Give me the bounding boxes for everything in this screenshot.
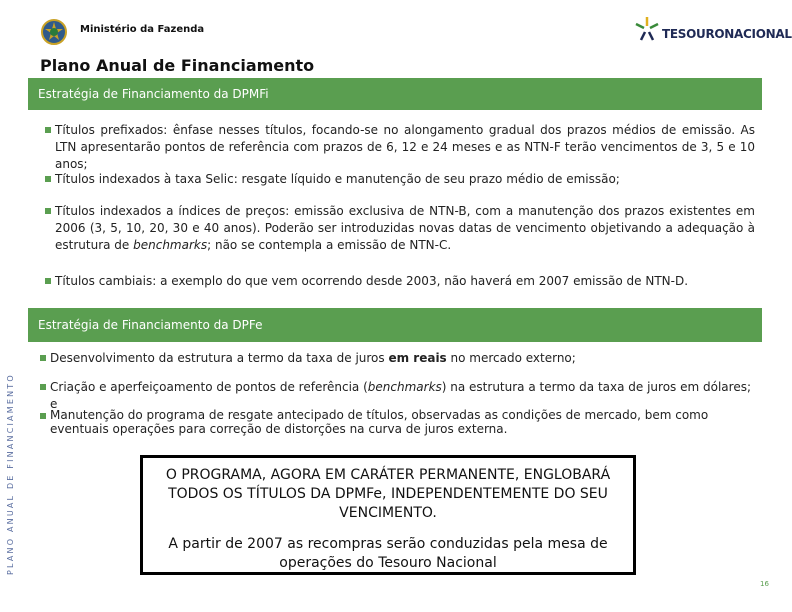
section-header-label: Estratégia de Financiamento da DPFe [38,318,263,332]
side-label: PLANO ANUAL DE FINANCIAMENTO [6,373,15,575]
section-header-dpmfi [28,78,762,110]
list-item-italic: benchmarks [133,238,208,252]
bullet-square-icon [45,127,51,133]
list-item [50,408,760,436]
list-item-italic: benchmarks [367,380,442,394]
logo-text: TESOURONACIONAL [662,27,792,41]
bullet-square-icon [40,413,46,419]
bullet-square-icon [40,384,46,390]
callout-text-primary: O PROGRAMA, AGORA EM CARÁTER PERMANENTE, ENGLOBARÁ TODOS OS TÍTULOS DA DPMFe, INDEPENDENTEMENTE DO SEU VENCIMENTO. [165,467,611,521]
list-item-bold: em reais [388,351,447,365]
list-item-text: ; não se contempla a emissão de NTN-C. [207,238,452,252]
list-item-text: Criação e aperfeiçoamento de pontos de referência ( [50,380,368,394]
section-header-dpfe [28,308,762,342]
list-item [55,171,755,188]
list-item-text: Títulos prefixados: ênfase nesses títulos, focando-se no alongamento gradual dos prazos médios de emissão. As LTN apresentarão pontos de referência com prazos de 6, 12 e 24 meses e as NTN-F terão vencimentos de 3, 5 e 10 anos; [55,123,755,171]
section-header-label: Estratégia de Financiamento da DPMFi [38,87,269,101]
list-item-text: Desenvolvimento da estrutura a termo da taxa de juros [50,351,389,365]
bullet-square-icon [45,176,51,182]
list-item [55,273,755,290]
list-item-text: ) na estrutura a termo da taxa de juros em dólares; e [50,380,751,411]
callout-text-secondary: A partir de 2007 as recompras serão conduzidas pela mesa de operações do Tesouro Nacional [168,536,608,571]
list-item [55,203,755,254]
callout-box [140,455,636,575]
list-item-text: Manutenção do programa de resgate antecipado de títulos, observadas as condições de mercado, bem como eventuais operações para correção de distorções na curva de juros externa. [50,408,709,436]
list-item-text: Títulos indexados à taxa Selic: resgate líquido e manutenção de seu prazo médio de emissão; [55,172,620,186]
list-item [50,350,750,367]
list-item-text: no mercado externo; [446,351,576,365]
page-number: 16 [760,580,769,588]
coat-of-arms-icon [40,18,68,46]
list-item-text: Títulos cambiais: a exemplo do que vem ocorrendo desde 2003, não haverá em 2007 emissão de NTN-D. [55,274,689,288]
bullet-square-icon [45,208,51,214]
bullet-square-icon [45,278,51,284]
ministry-label: Ministério da Fazenda [80,24,205,35]
list-item-text: Títulos indexados a índices de preços: emissão exclusiva de NTN-B, com a manutenção dos prazos existentes em 2006 (3, 5, 10, 20, 30 e 40 anos). Poderão ser introduzidas novas datas de vencimento objetivando a adequação à estrutura de [55,204,755,252]
bullet-square-icon [40,355,46,361]
list-item [55,122,755,173]
page-title: Plano Anual de Financiamento [40,56,315,75]
